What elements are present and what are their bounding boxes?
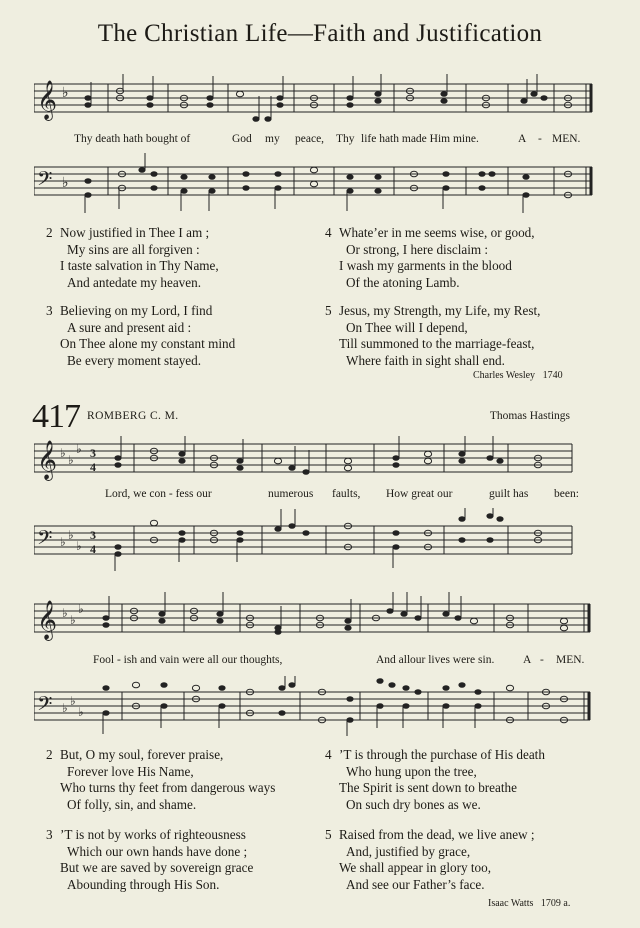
verse-5: 5 Jesus, my Strength, my Life, my Rest, On Thee will I depend, Till summoned to the marriage-feast, Where faith in sight shall end. bbox=[325, 303, 541, 368]
svg-text:♭: ♭ bbox=[78, 705, 84, 719]
lyric-word: Thy bbox=[336, 133, 355, 145]
svg-text:♭: ♭ bbox=[62, 606, 68, 620]
lyric-word: And all bbox=[376, 654, 411, 666]
svg-text:♭: ♭ bbox=[60, 535, 66, 549]
svg-text:♭: ♭ bbox=[62, 86, 69, 101]
lyric-word: numerous bbox=[268, 488, 314, 500]
svg-text:♭: ♭ bbox=[62, 176, 69, 191]
svg-text:♭: ♭ bbox=[78, 602, 84, 616]
treble-staff-notation bbox=[34, 74, 594, 124]
svg-text:3: 3 bbox=[90, 528, 96, 542]
treble-staff bbox=[34, 74, 594, 124]
tune-name: ROMBERG C. M. bbox=[87, 410, 179, 422]
lyric-word: Fool - ish and vain were all our thoughts, bbox=[93, 654, 283, 666]
svg-text:♭: ♭ bbox=[68, 528, 74, 542]
svg-text:𝄞: 𝄞 bbox=[37, 602, 58, 639]
hymn-number: 417 bbox=[32, 398, 80, 435]
svg-text:𝄢: 𝄢 bbox=[37, 694, 53, 720]
author-credit-417: Isaac Watts 1709 a. bbox=[488, 898, 571, 909]
lyric-word: A bbox=[523, 654, 532, 666]
svg-text:𝄢: 𝄢 bbox=[37, 169, 53, 195]
lyric-word: been: bbox=[554, 488, 579, 500]
lyric-word: peace, bbox=[295, 133, 325, 145]
verse-417-2: 2 But, O my soul, forever praise, Forever love His Name, Who turns thy feet from dangerous ways Of folly, sin, and shame. bbox=[46, 747, 276, 812]
svg-text:♭: ♭ bbox=[70, 613, 76, 627]
bass-staff-notation bbox=[34, 676, 594, 736]
lyric-word: God bbox=[232, 133, 252, 145]
svg-text:♭: ♭ bbox=[60, 446, 66, 460]
lyric-word: guilt has bbox=[489, 488, 529, 500]
svg-text:4: 4 bbox=[90, 542, 96, 556]
verse-2: 2 Now justified in Thee I am ; My sins are all forgiven : I taste salvation in Thy Name, And antedate my heaven. bbox=[46, 225, 219, 290]
svg-text:♭: ♭ bbox=[70, 694, 76, 708]
verse-417-3: 3 ’T is not by works of righteousness Which our own hands have done ; But we are saved by sovereign grace Abounding through His Son. bbox=[46, 827, 254, 892]
svg-text:♭: ♭ bbox=[68, 453, 74, 467]
lyric-word: MEN. bbox=[552, 133, 581, 145]
svg-text:𝄞: 𝄞 bbox=[37, 80, 58, 120]
lyric-word: our lives were sin. bbox=[410, 654, 495, 666]
treble-staff-notation bbox=[34, 592, 594, 642]
verse-4: 4 Whate’er in me seems wise, or good, Or strong, I here disclaim : I wash my garments in the blood Of the atoning Lamb. bbox=[325, 225, 535, 290]
svg-text:𝄢: 𝄢 bbox=[37, 528, 53, 554]
author-credit: Charles Wesley 1740 bbox=[473, 370, 563, 381]
lyric-word: MEN. bbox=[556, 654, 585, 666]
treble-staff-417-2 bbox=[34, 592, 594, 642]
treble-staff-notation bbox=[34, 436, 594, 484]
lyric-word: my bbox=[265, 133, 280, 145]
lyric-word: life hath made Him mine. bbox=[361, 133, 479, 145]
svg-text:3: 3 bbox=[90, 446, 96, 460]
svg-text:𝄞: 𝄞 bbox=[37, 442, 58, 479]
svg-text:♭: ♭ bbox=[76, 442, 82, 456]
bass-staff-417-2 bbox=[34, 676, 594, 736]
verse-3: 3 Believing on my Lord, I find A sure and present aid : On Thee alone my constant mind Be every moment stayed. bbox=[46, 303, 236, 368]
svg-text:♭: ♭ bbox=[62, 701, 68, 715]
lyric-word: faults, bbox=[332, 488, 361, 500]
verse-417-4: 4 ’T is through the purchase of His death Who hung upon the tree, The Spirit is sent down to breathe On such dry bones as we. bbox=[325, 747, 545, 812]
composer-credit: Thomas Hastings bbox=[489, 410, 570, 422]
verse-417-5: 5 Raised from the dead, we live anew ; And, justified by grace, We shall appear in glory too, And see our Father’s face. bbox=[325, 827, 535, 892]
bass-staff-417-1 bbox=[34, 508, 594, 572]
lyric-line: Thy death hath bought of bbox=[74, 133, 191, 145]
lyric-word: How great our bbox=[386, 488, 453, 500]
bass-staff bbox=[34, 153, 594, 215]
page-title: The Christian Life—Faith and Justification bbox=[97, 20, 543, 47]
treble-staff-417-1 bbox=[34, 436, 594, 484]
bass-staff-notation bbox=[34, 153, 594, 215]
bass-staff-notation bbox=[34, 508, 594, 572]
lyric-word: - bbox=[538, 133, 542, 145]
svg-text:4: 4 bbox=[90, 460, 96, 474]
lyric-word: - bbox=[540, 654, 544, 666]
svg-text:♭: ♭ bbox=[76, 539, 82, 553]
lyric-word: Lord, we con - fess our bbox=[105, 488, 212, 500]
lyric-word: A bbox=[518, 133, 527, 145]
